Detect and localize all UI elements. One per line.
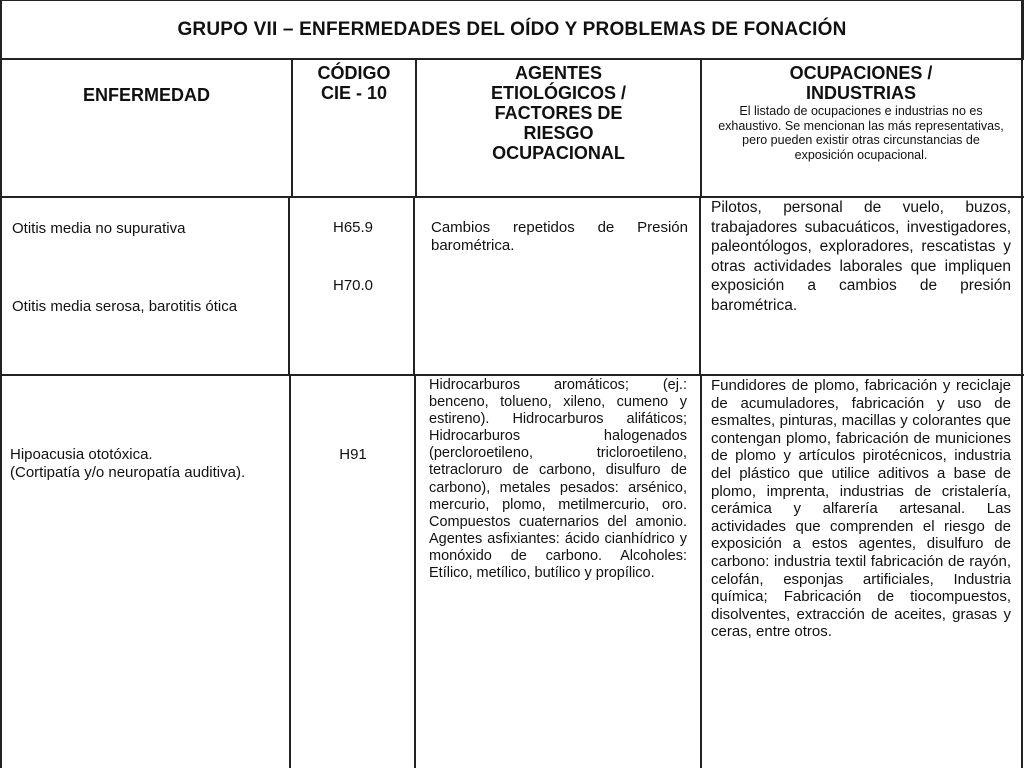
row2-ocupaciones: Fundidores de plomo, fabricación y reciclaje de acumuladores, fabricación y uso de esmaltes, pinturas, macillas y colorantes que contengan plomo, fabricación de municiones de plomo y artículos pirotécnicos, industria del plástico que utilice aditivos a base de plomo, imprenta, industrias de cristalería, cerámica y alfarería artesanal. Las actividades que comprenden el riesgo de exposición a estos agentes, disulfuro de carbono: industria textil fabricación de rayón, celofán, esponjas artificiales, Industria química; Fabricación de tiocompuestos, disolventes, extracción de aceites, grasas y ceras, entre otros. [711, 377, 1011, 641]
header-codigo-line2: CIE - 10 [320, 83, 388, 103]
header-enfermedad: ENFERMEDAD [82, 85, 210, 105]
divider [700, 376, 702, 768]
header-ocupaciones-note: El listado de ocupaciones e industrias no es exhaustivo. Se mencionan las más representativas, pero pueden existir otras circunstancias de exposición ocupacional. [718, 104, 1004, 162]
divider [414, 376, 416, 768]
divider [0, 0, 2, 768]
row2-codigo: H91 [339, 446, 367, 463]
divider [699, 198, 701, 374]
divider [1021, 0, 1023, 768]
header-codigo [293, 63, 415, 103]
page-title: GRUPO VII – ENFERMEDADES DEL OÍDO Y PROBLEMAS DE FONACIÓN [0, 0, 1024, 59]
header-agentes [417, 63, 700, 163]
divider [700, 58, 702, 198]
header-agentes-line3: FACTORES DE [494, 103, 623, 123]
row2-agentes: Hidrocarburos aromáticos; (ej.: benceno, tolueno, xileno, cumeno y estireno). Hidrocarburos alifáticos; Hidrocarburos halogenados (percloroetileno, tricloroetileno, tetracloruro de carbono, disulfuro de carbono), metales pesados: arsénico, mercurio, plomo, metilmercurio, oro. Compuestos cuaternarios del amonio. Agentes asfixiantes: ácido cianhídrico y monóxido de carbono. Alcoholes: Etílico, metílico, butílico y propílico. [429, 377, 687, 582]
header-ocupaciones-line2: INDUSTRIAS [805, 83, 916, 103]
row2-enfermedad [10, 446, 285, 481]
row1-agentes: Cambios repetidos de Presión barométrica. [431, 219, 688, 254]
header-agentes-line2: ETIOLÓGICOS / [490, 83, 626, 103]
row1-codigo-2: H70.0 [332, 277, 374, 294]
header-agentes-line4: RIESGO [523, 123, 594, 143]
header-codigo-line1: CÓDIGO [317, 63, 391, 83]
header-ocupaciones [704, 63, 1018, 162]
row1-codigo-1: H65.9 [332, 219, 374, 236]
divider [0, 58, 1024, 60]
header-agentes-line5: OCUPACIONAL [492, 143, 625, 163]
row1-enfermedad-1: Otitis media no supurativa [12, 220, 186, 237]
row2-enfermedad-line2: (Cortipatía y/o neuropatía auditiva). [10, 463, 246, 481]
divider [413, 198, 415, 374]
divider [0, 374, 1024, 376]
row1-enfermedad-2: Otitis media serosa, barotitis ótica [12, 298, 238, 315]
header-agentes-line1: AGENTES [514, 63, 602, 83]
header-ocupaciones-line1: OCUPACIONES / [789, 63, 933, 83]
row2-enfermedad-line1: Hipoacusia ototóxica. [10, 446, 153, 463]
divider [288, 198, 290, 374]
row1-ocupaciones: Pilotos, personal de vuelo, buzos, trabajadores subacuáticos, investigadores, paleontólogos, exploradores, rescatistas y otras actividades laborales que impliquen exposición a cambios de presión barométrica. [711, 199, 1011, 314]
divider [289, 376, 291, 768]
